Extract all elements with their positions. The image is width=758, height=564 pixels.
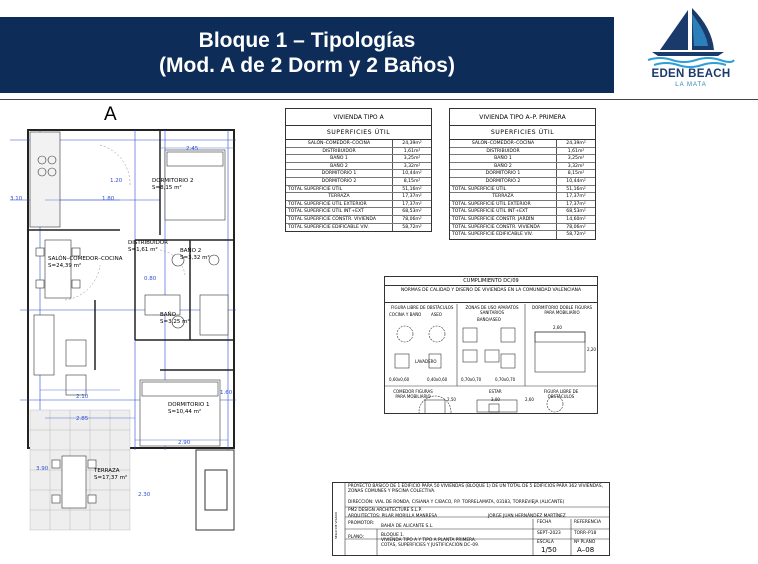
norm-dim: 2,60 <box>553 325 562 330</box>
table-subtitle: SUPERFICIES ÚTIL <box>286 126 431 140</box>
row-label: SALÓN–COMEDOR–COCINA <box>450 140 557 147</box>
table-row <box>286 216 431 224</box>
floor-plan-drawing <box>0 100 240 560</box>
row-label: TOTAL SUPERFICIE EDIFICABLE VIV. <box>450 231 557 239</box>
room-label-distribuidor: DISTRIBUIDOR S=1,61 m² <box>128 240 168 253</box>
room-label-terraza: TERRAZA S=17,37 m² <box>94 468 128 481</box>
eden-beach-logo <box>636 6 746 92</box>
row-label: BAÑO 2 <box>450 163 557 170</box>
dim-label: 1.60 <box>220 390 233 396</box>
norms-title: CUMPLIMIENTO DC/09 <box>385 277 597 286</box>
plano-line: COTAS, SUPERFICIES Y JUSTIFICACIÓN DC–09. <box>381 543 480 548</box>
studio-name: PM2 DESIGN ARCHITECTURE S.L.P. <box>348 508 422 513</box>
row-value: 1,61m² <box>403 148 421 154</box>
row-value: 3,32m² <box>403 163 421 169</box>
norm-label: FIGURA LIBRE DE OBSTÁCULOS <box>391 305 454 310</box>
table-row <box>450 201 595 209</box>
table-row <box>450 216 595 224</box>
dim-label: 2.30 <box>138 492 151 498</box>
row-label: SALÓN–COMEDOR–COCINA <box>286 140 393 147</box>
promotor-value: BAHÍA DE ALICANTE S.L. <box>381 524 434 529</box>
table-row <box>450 170 595 178</box>
norm-dim: 0,70x0,70 <box>461 377 482 382</box>
table-row <box>450 140 595 148</box>
row-label: TOTAL SUPERFICIE ÚTIL EXTERIOR <box>286 201 393 208</box>
row-value: 78,06m² <box>402 216 422 222</box>
table-row <box>286 208 431 216</box>
room-label-bano-2: BAÑO 2 S=3,32 m² <box>180 248 210 261</box>
table-row <box>450 231 595 239</box>
norm-dim: 0,40x0,60 <box>427 377 448 382</box>
row-value: 17,37m² <box>566 194 586 200</box>
row-value: 3,32m² <box>567 163 585 169</box>
row-label: BAÑO 2 <box>286 163 393 170</box>
norm-label: ASEO <box>431 312 442 317</box>
dim-label: 1.80 <box>102 196 115 202</box>
dc09-compliance-box <box>384 276 598 414</box>
row-value: 68,53m² <box>566 209 586 215</box>
table-row <box>286 148 431 156</box>
escala-label: ESCALA <box>537 540 554 545</box>
row-value: 24,39m² <box>402 141 422 146</box>
dim-label: 2.85 <box>76 416 89 422</box>
row-label: TOTAL SUPERFICIE ÚTIL EXTERIOR <box>450 201 557 208</box>
norm-label: COMEDOR FIGURAS PARA MOBILIARIO <box>393 389 433 399</box>
dim-label: 0.80 <box>144 276 157 282</box>
table-row <box>286 170 431 178</box>
table-row <box>450 208 595 216</box>
row-value: 8,15m² <box>403 178 421 184</box>
table-row <box>286 186 431 194</box>
norm-dim: 2,20 <box>587 347 596 352</box>
table-row <box>450 155 595 163</box>
row-label: TOTAL SUPERFICIE ÚTIL INT+EXT <box>286 208 393 215</box>
row-value: 58,72m² <box>402 224 422 230</box>
logo-sub-text: LA MATA <box>675 82 707 88</box>
row-value: 58,72m² <box>566 232 586 238</box>
escala-value: 1/50 <box>541 546 557 554</box>
drawing-title-block <box>332 482 610 556</box>
row-value: 24,39m² <box>566 141 586 146</box>
table-row <box>286 224 431 232</box>
table-row <box>286 201 431 209</box>
architect-name: ARQUITECTOS: PILAR MORILLA MANRESA <box>348 514 438 519</box>
room-label-dormitorio-1: DORMITORIO 1 S=10,44 m² <box>168 402 210 415</box>
row-value: 51,16m² <box>566 186 586 192</box>
table-title: VIVIENDA TIPO A–P. PRIMERA <box>450 109 595 126</box>
architect-name-2: JORGE JUAN HERNÁNDEZ MARTÍNEZ <box>488 514 566 519</box>
project-address: DIRECCIÓN: VIAL DE RONDA, C/SIANA Y C/BACO, P.P. TORRELAMATA, 03183, TORREVIEJA (ALICANTE) <box>348 500 565 505</box>
table-row <box>286 193 431 201</box>
norm-label: COCINA Y BAÑO <box>389 312 422 317</box>
sailboat-icon <box>636 6 746 68</box>
norm-dim: 2,50 <box>447 397 456 402</box>
plano-line: VIVIENDA TIPO A Y TIPO A PLANTA PRIMERA. <box>381 538 477 543</box>
plano-label: PLANO: <box>348 535 364 540</box>
table-row <box>450 178 595 186</box>
fecha-value: SEPT–2023 <box>537 531 561 536</box>
slide-title-line1: Bloque 1 – Tipologías <box>198 29 416 52</box>
row-value: 68,53m² <box>402 209 422 215</box>
table-row <box>450 193 595 201</box>
row-label: BAÑO 1 <box>450 155 557 162</box>
norm-dim: 0,70x0,70 <box>495 377 516 382</box>
logo-brand-text: EDEN BEACH <box>651 68 731 80</box>
promotor-label: PROMOTOR: <box>348 521 375 526</box>
row-value: 17,37m² <box>402 201 422 207</box>
row-label: DORMITORIO 1 <box>286 170 393 177</box>
row-label: DISTRIBUIDOR <box>286 148 393 155</box>
project-description: PROYECTO BÁSICO DE 1 EDIFICIO PARA 50 VIVIENDAS (BLOQUE 1) DE UN TOTAL DE 5 EDIFICIOS PARA 362 VIVIENDAS, ZONAS COMUNES Y PISCINA COLECTIVA. <box>348 484 603 494</box>
row-label: BAÑO 1 <box>286 155 393 162</box>
row-value: 8,15m² <box>567 171 585 177</box>
row-value: 1,61m² <box>567 148 585 154</box>
dim-label: 3.10 <box>10 196 23 202</box>
table-subtitle: SUPERFICIES ÚTIL <box>450 126 595 140</box>
norm-label: ESTAR <box>489 389 502 394</box>
row-label: TERRAZA <box>450 193 557 200</box>
norm-label: BAÑO/ASEO <box>477 317 501 322</box>
row-label: DORMITORIO 2 <box>450 178 557 185</box>
room-label-bano: BAÑO S=3,25 m² <box>160 312 190 325</box>
table-row <box>450 186 595 194</box>
row-label: TOTAL SUPERFICIE CONSTR. JARDÍN <box>450 216 557 223</box>
row-value: 17,37m² <box>566 201 586 207</box>
slide-title-line2: (Mod. A de 2 Dorm y 2 Baños) <box>159 54 455 77</box>
row-label: DORMITORIO 2 <box>286 178 393 185</box>
table-row <box>450 224 595 232</box>
surface-table-tipo-a <box>285 108 432 232</box>
table-title: VIVIENDA TIPO A <box>286 109 431 126</box>
room-label-dormitorio-2: DORMITORIO 2 S=8,15 m² <box>152 178 194 191</box>
dim-label: 2.10 <box>76 394 89 400</box>
table-row <box>450 163 595 171</box>
norm-label: ZONAS DE USO APARATOS SANITARIOS <box>465 305 519 315</box>
row-label: TERRAZA <box>286 193 393 200</box>
row-value: 17,37m² <box>402 194 422 200</box>
norm-label: LAVADERO <box>415 359 437 364</box>
row-value: 14,60m² <box>566 216 586 222</box>
table-row <box>286 140 431 148</box>
row-label: TOTAL SUPERFICIE ÚTIL <box>286 186 393 193</box>
norm-label: DORMITORIO DOBLE FIGURAS PARA MOBILIARIO <box>531 305 592 315</box>
table-row <box>450 148 595 156</box>
room-label-salon: SALÓN–COMEDOR–COCINA S=24,39 m² <box>48 256 123 269</box>
norm-dim: 0,60x0,60 <box>389 377 410 382</box>
table-row <box>286 163 431 171</box>
row-label: TOTAL SUPERFICIE CONSTR. VIVIENDA <box>450 224 557 231</box>
table-row <box>286 178 431 186</box>
row-label: TOTAL SUPERFICIE CONSTR. VIVIENDA <box>286 216 393 223</box>
norms-subtitle: NORMAS DE CALIDAD Y DISEÑO DE VIVIENDAS EN LA COMUNIDAD VALENCIANA <box>385 286 597 303</box>
plan-type-letter: A <box>104 104 117 125</box>
row-value: 10,44m² <box>402 171 422 177</box>
slide-title-banner <box>0 17 614 93</box>
surface-table-tipo-a-primera <box>449 108 596 240</box>
row-value: 3,25m² <box>567 156 585 162</box>
table-row <box>286 155 431 163</box>
nplano-value: A–08 <box>577 546 595 554</box>
norm-dim: 3,00 <box>491 397 500 402</box>
dim-label: 3.90 <box>36 466 49 472</box>
row-label: DISTRIBUIDOR <box>450 148 557 155</box>
row-label: TOTAL SUPERFICIE ÚTIL <box>450 186 557 193</box>
nplano-label: Nº PLANO <box>574 540 596 545</box>
row-label: DORMITORIO 1 <box>450 170 557 177</box>
row-label: TOTAL SUPERFICIE ÚTIL INT+EXT <box>450 208 557 215</box>
referencia-label: REFERENCIA <box>574 520 602 525</box>
plano-line: BLOQUE 1. <box>381 533 405 538</box>
fecha-label: FECHA <box>537 520 552 525</box>
row-value: 3,25m² <box>403 156 421 162</box>
row-label: TOTAL SUPERFICIE EDIFICABLE VIV. <box>286 224 393 232</box>
norm-dim: 2,60 <box>525 397 534 402</box>
referencia-value: TORR–P18 <box>574 531 597 536</box>
sello-label: SELLO DE VISADO <box>334 511 338 539</box>
dim-label: 1.20 <box>110 178 123 184</box>
norm-label: FIGURA LIBRE DE OBSTÁCULOS <box>543 389 579 399</box>
row-value: 51,16m² <box>402 186 422 192</box>
dim-label: 2.45 <box>186 146 199 152</box>
dim-label: 2.90 <box>178 440 191 446</box>
row-value: 10,44m² <box>566 178 586 184</box>
row-value: 78,06m² <box>566 224 586 230</box>
